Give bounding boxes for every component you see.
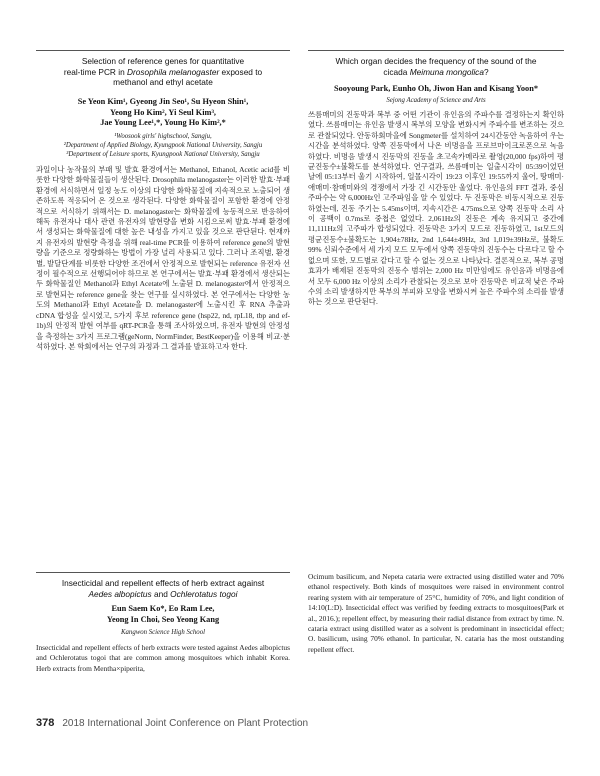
- abstract3-body-right: Ocimum basilicum, and Nepeta cataria were extracted using distilled water and 70% ethanol respectively. Both kinds of mosquitoes were raised in environment control rearing system with air temperature of 25°C, humidity of 70%, and light condition of 14:10(L:D). Insecticidal effect was verified by feeding extracts to mosquitoes(Park et al., 2016.); repellent effect, by measuring their radial distance from extract by time. N. cataria extract using distilled water as a solvent is predominant in insecticidal effect; O. basilicum, using 70% ethanol. In particular, N. cataria has the most outstanding repellent effect.: [308, 572, 564, 654]
- page-footer: [36, 713, 566, 729]
- abstract3-affiliation: Kangwon Science High School: [120, 629, 205, 636]
- abstract3-authors: Eun Saem Ko*, Eo Ram Lee, Yeong In Choi, Seo Yeong Kang: [106, 604, 220, 624]
- abstract1-title: Selection of reference genes for quantitative real-time PCR in Drosophila melanogaster exposed to methanol and ethyl acetate: [63, 56, 263, 87]
- abstract1-body: 과일이나 농작물의 부패 및 발효 환경에서는 Methanol, Ethanol, Acetic acid를 비롯한 다양한 화학물질들이 생산된다. Drosophila melanogaster는 이러한 발효·부패 환경에 서식하면서 일정 농도 이상의 다양한 화학물질에 지속적으로 노출되어 생존하도록 적응되어 온 것으로 생각된다. 다양한 화학물질이 포함한 환경에 안정적으로 서식하기 위해서는 D. melanogaster는 화학물질에 능동적으로 반응하여 해독 유전자나 대사 관련 유전자의 발현량을 변화 시킴으로써 발효·부패 환경에서 생성되는 화학물질에 대한 높은 내성을 가지고 있을 것으로 판단된다. 현재까지 유전자의 발현량 측정을 위해 real-time PCR를 이용하여 reference gene의 발현량을 기준으로 정량화하는 방법이 가장 널리 사용되고 있다. 그러나 조직별, 환경별, 발달단계를 비롯한 다양한 조건에서 안정적으로 발현되는 reference 유전자 선정이 필수적으로 선행되어야 하므로 본 연구에서는 발효·부패 환경에서 생산되는 두 화학물질인 Methanol과 Ethyl Acetate에 노출된 D. melanogaster에서 안정적으로 발현되는 reference gene을 찾는 연구를 실시하였다. 본 연구에서는 다양한 농도의 Methanol과 Ethyl Acetate을 D. melanogaster에 노출시킨 후 RNA 추출과 cDNA 합성을 실시였고, 5가지 후보 reference gene (hsp22, nd, rpL18, tbp and ef-1b)의 안정적 발현 여부를 qRT-PCR을 통해 조사하였으며, 유전자 발현의 안정성을 측정하는 3가지 프로그램(geNorm, NormFinder, BestKeeper)을 이용해 비교·분석하였다. 본 학회에서는 연구의 과정과 그 결과를 발표하고자 한다.: [36, 165, 290, 351]
- abstract1-affiliations: ¹Woosook girls' highschool, Sangju, ²Department of Applied Biology, Kyungpook National University, Sangju ³Department of Leisure sports, Kyungpook National University, Sangju: [63, 133, 263, 158]
- page-number: 378: [36, 717, 55, 729]
- abstract2-body: 쓰름매미의 진동막과 복부 중 어떤 기관이 유인음의 주파수를 결정하는지 확인하였다. 쓰름매미는 유인음 발생시 복부의 모양을 변화시켜 주파수를 변조하는 것으로 관찰되었다. 안동하회마을에 Songmeter를 설치하여 24시간동안 녹음하여 우는 시간을 분석하였다. 양쪽 진동막에서 나온 비명음을 프로브마이크로폰으로 녹음하였다. 비명음 발생시 진동막의 진동을 초고속카메라로 촬영(20,000 fps)하여 평균진동수±불확도를 분석하였다. 연구결과, 쓰름매미는 일출시각이 05:39이었던 날에 05:13부터 울기 시작하여, 일몰시각이 19:23 이후인 19:55까지 울어, 땅매미·애매미·참매미와의 경쟁에서 가장 긴 시간동안 울었다. 유인음의 FFT 결과, 중심주파수는 약 6,000Hz인 고주파임을 알 수 있었다. 두 진동막은 비동시적으로 진동하였는데, 진동 주기는 5.45ms이며, 지속시간은 4.75ms으로 양쪽 진동막 소리 사이 공백이 0.7ms로 중첩은 없었다. 2,061Hz의 진동은 계속 유지되고 중간에 11,111Hz의 고주파가 합성되었다. 진동막은 3가지 모드로 진동하였고, 1st모드의 평균진동수±불확도는 1,904±78Hz, 2nd 1,644±49Hz, 3rd 1,019±39Hz로, 불확도 99% 신뢰수준에서 세 가지 모드 모두에서 양쪽 진동막의 진동수는 다르다고 할 수 없으며 또한, 모드별로 같다고 할 수 없는 것으로 나타났다. 결론적으로, 복부 공명 효과가 배제된 진동막의 진동수 범위는 2,000 Hz 미만임에도 유인음과 비명음에서 모두 6,000 Hz 이상의 소리가 관찰되는 것으로 보아 진동막은 비교적 낮은 주파수의 소리 발생하지만 복부의 부피와 모양을 변화시켜 높은 주파수의 소리를 발생하는 것으로 판단된다.: [308, 110, 564, 307]
- abstract1-top-rule: [36, 50, 290, 51]
- abstract2-authors: Sooyoung Park, Eunho Oh, Jiwon Han and Kisang Yoon*: [334, 84, 538, 93]
- abstract2-title: Which organ decides the frequency of the sound of the cicada Meimuna mongolica?: [335, 56, 537, 77]
- conference-name: 2018 International Joint Conference on Plant Protection: [62, 718, 309, 729]
- abstract1-authors: Se Yeon Kim¹, Gyeong Jin Seo¹, Su Hyeon Shin¹, Yeong Ho Kim², Yi Seul Kim³, Jae Young Lee¹,*, Young Ho Kim²,*: [77, 97, 249, 127]
- abstract3-body-left: Insecticidal and repellent effects of herb extracts were tested against Aedes albopictus and Ochlerotatus togoi that are common among mosquitoes which inhabit Korea. Herb extracts from Mentha×piperita,: [36, 643, 290, 673]
- abstract2-top-rule: [308, 50, 564, 51]
- abstract3-top-rule: [36, 572, 290, 573]
- abstract2-affiliation: Sejong Academy of Science and Arts: [386, 97, 486, 104]
- abstract3-title: Insecticidal and repellent effects of herb extract against Aedes albopictus and Ochlerotatus togoi: [61, 578, 265, 599]
